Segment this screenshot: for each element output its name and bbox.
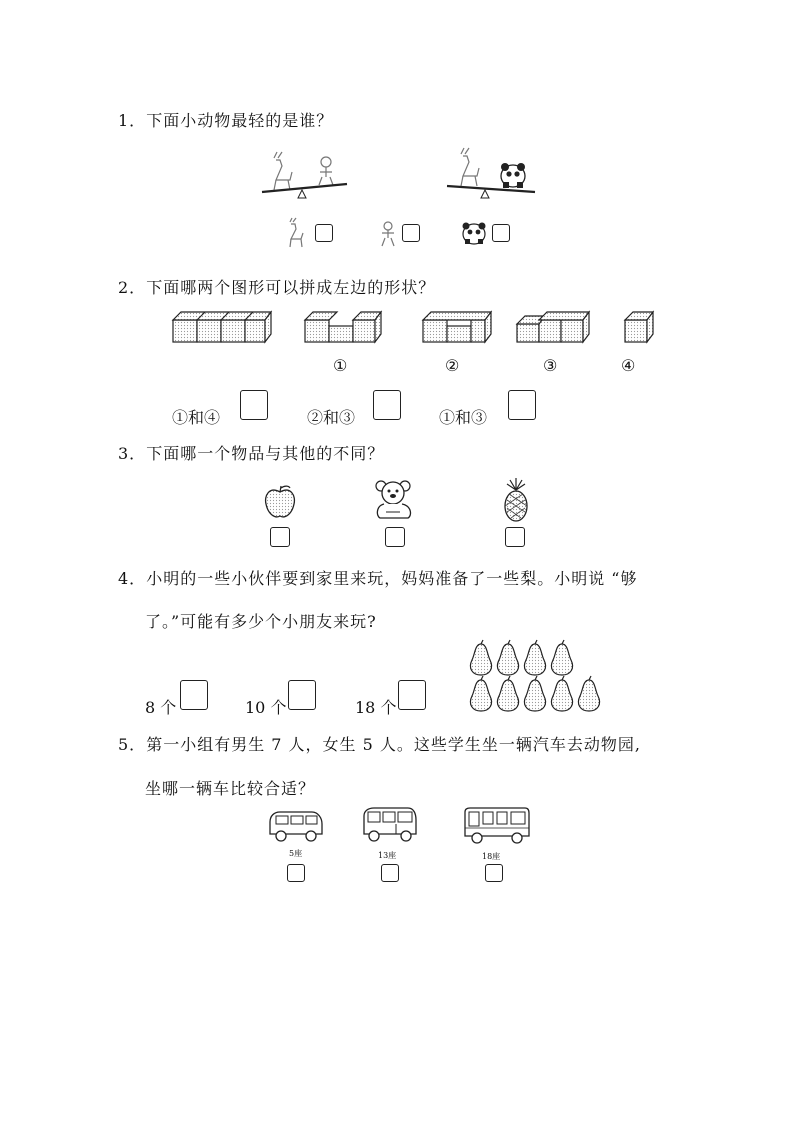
small-car-icon [266,808,326,844]
answer-box-deer[interactable] [315,224,333,242]
question-number: 2． [118,278,147,297]
question-number: 1． [118,111,147,130]
seesaw-deer-panda-illustration [447,148,537,200]
question-text: 下面小动物最轻的是谁？ [146,111,334,130]
question-number: 4． [118,569,147,588]
bus-icon [461,806,533,846]
piece-label-4: ④ [621,356,636,375]
answer-box-10[interactable] [288,680,316,710]
piece-4-shape [625,312,653,342]
piece-label-3: ③ [543,356,558,375]
vehicle-label-5: 5座 [289,849,303,858]
answer-box-apple[interactable] [270,527,290,547]
question-3 [118,441,384,464]
piece-3-shape [517,312,589,342]
deer-icon [282,218,310,250]
option-1-3-label: ①和③ [439,408,488,427]
answer-box-5-seat[interactable] [287,864,305,882]
pear-icon [524,676,545,711]
pear-icon [497,640,518,675]
answer-box-18-seat[interactable] [485,864,503,882]
deer-icon [461,148,479,186]
answer-box-teddy-bear[interactable] [385,527,405,547]
pear-icon [551,640,572,675]
answer-box-pineapple[interactable] [505,527,525,547]
answer-box-18[interactable] [398,680,426,710]
question-4-line-1 [118,566,637,589]
question-4-line-2: 了。”可能有多少个小朋友来玩? [145,612,377,631]
answer-box-2-3[interactable] [373,390,401,420]
option-18-label: 18 个 [355,698,397,717]
piece-label-2: ② [445,356,460,375]
pear-icon [497,676,518,711]
vehicle-label-13: 13座 [378,851,397,860]
pear-icon [470,640,491,675]
piece-2-shape [423,312,491,342]
question-text: 下面哪一个物品与其他的不同？ [146,444,385,463]
panda-icon [460,220,490,246]
pear-icon [470,676,491,711]
monkey-icon [376,220,400,248]
minibus-icon [360,806,420,844]
answer-box-8[interactable] [180,680,208,710]
seesaw-deer-monkey-illustration [262,150,352,200]
answer-box-13-seat[interactable] [381,864,399,882]
pineapple-icon [500,478,532,522]
teddy-bear-icon [372,478,418,522]
monkey-icon [319,157,333,185]
question-2 [118,275,435,298]
question-text: 小明的一些小伙伴要到家里来玩，妈妈准备了一些梨。小明说 “够 [146,569,638,588]
question-number: 5． [118,735,147,754]
pear-icon [551,676,572,711]
option-10-label: 10 个 [245,698,287,717]
question-5-line-1 [118,732,641,755]
answer-box-monkey[interactable] [402,224,420,242]
cube-shapes-illustration [168,306,688,348]
pears-illustration [465,638,615,714]
apple-icon [263,484,297,520]
option-2-3-label: ②和③ [307,408,356,427]
question-5-line-2: 坐哪一辆车比较合适？ [145,779,316,798]
option-8-label: 8 个 [145,698,177,717]
question-number: 3． [118,444,147,463]
question-text: 第一小组有男生 7 人，女生 5 人。这些学生坐一辆汽车去动物园, [146,735,641,754]
answer-box-panda[interactable] [492,224,510,242]
answer-box-1-4[interactable] [240,390,268,420]
deer-icon [274,152,292,190]
question-text: 下面哪两个图形可以拼成左边的形状？ [146,278,436,297]
panda-icon [501,163,525,188]
piece-label-1: ① [333,356,348,375]
pear-icon [578,676,599,711]
pear-icon [524,640,545,675]
option-1-4-label: ①和④ [172,408,221,427]
question-1 [118,108,333,131]
piece-1-shape [305,312,381,342]
vehicle-label-18: 18座 [482,852,501,861]
target-shape [173,312,271,342]
answer-box-1-3[interactable] [508,390,536,420]
